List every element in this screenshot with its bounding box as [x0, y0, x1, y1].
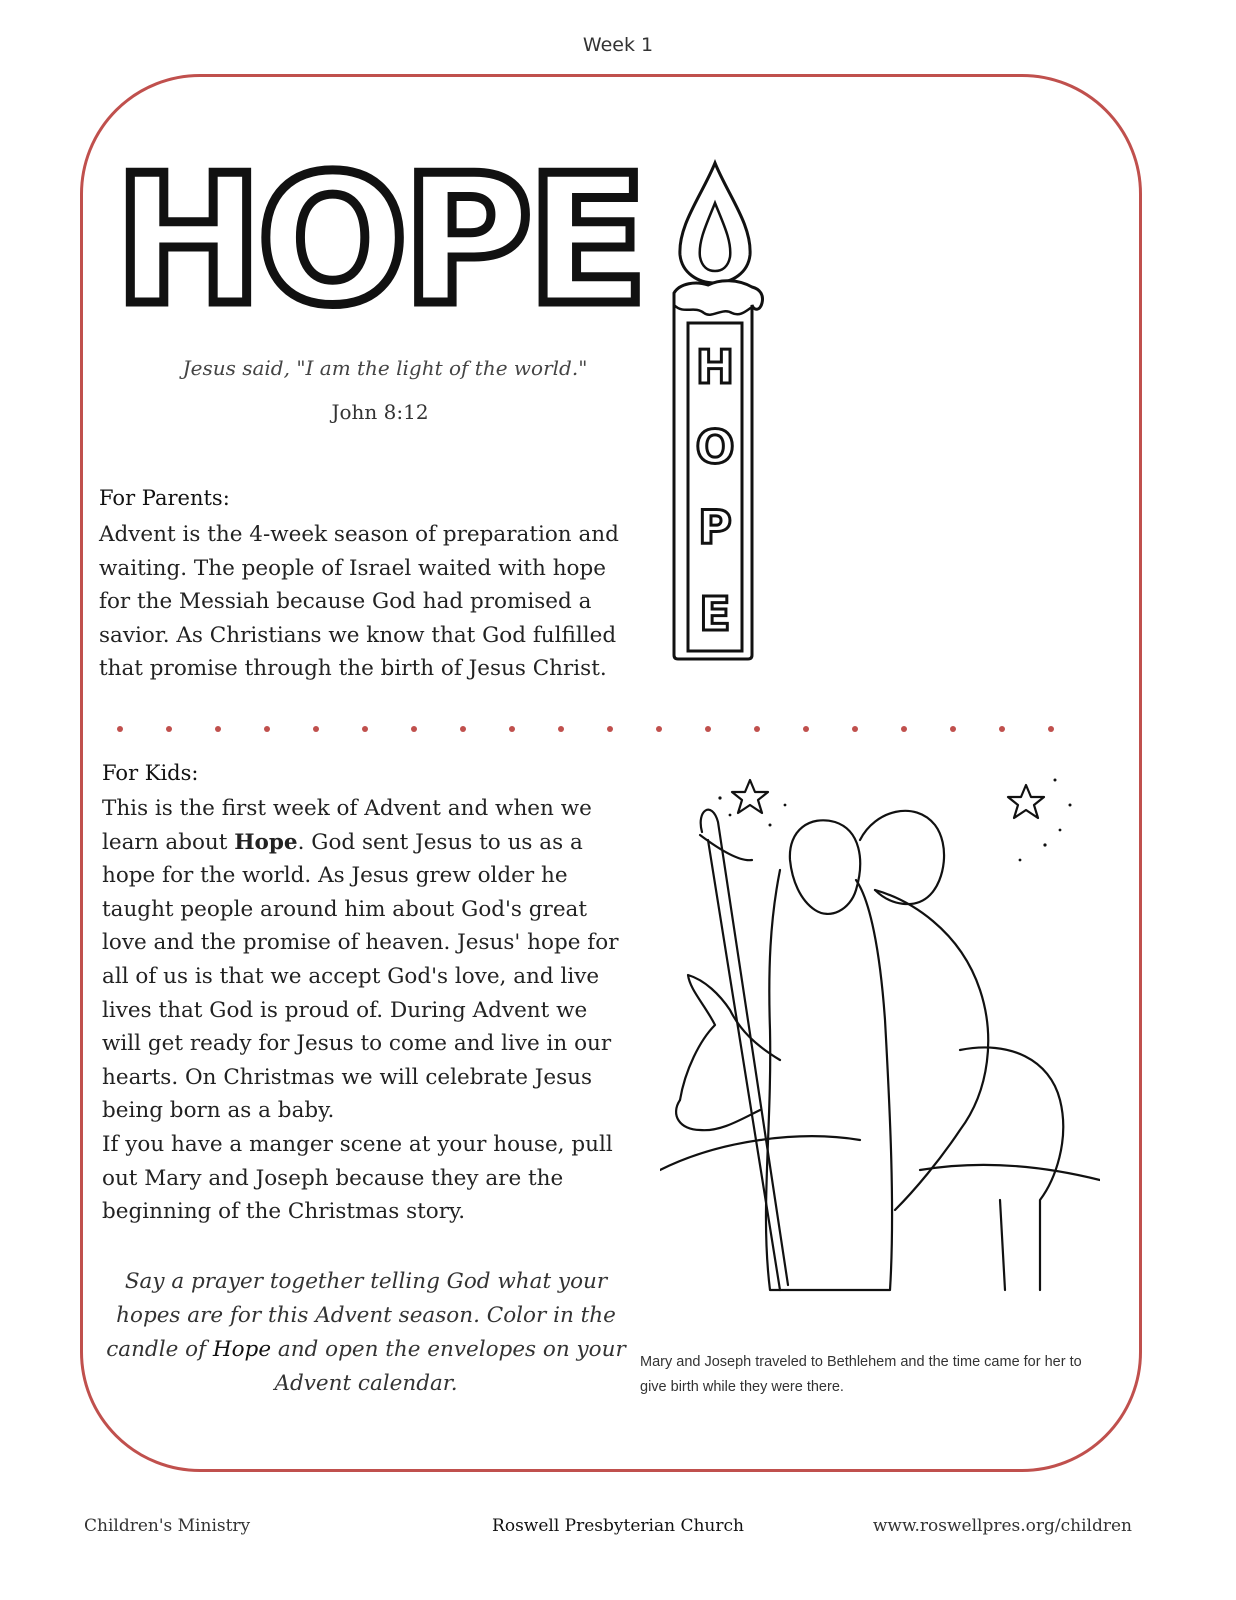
joseph-head [790, 820, 860, 914]
divider-dot [509, 726, 515, 732]
scripture-reference: John 8:12 [331, 400, 429, 424]
kids-body [102, 792, 632, 1229]
joseph-robe [766, 870, 892, 1290]
footer-url[interactable]: www.roswellpres.org/children [872, 1516, 1132, 1536]
prayer-text: Say a prayer together telling God what your hopes are for this Advent season. Color in the candle of [106, 1269, 616, 1362]
kids-hope-emphasis: Hope [234, 829, 298, 855]
prayer-text-end: and open the envelopes on your Advent calendar. [271, 1337, 626, 1396]
parents-body: Advent is the 4-week season of preparation and waiting. The people of Israel waited with hope for the Messiah because God had promised a savior. As Christians we know that God fulfilled that promise through the birth of Jesus Christ. [99, 522, 619, 682]
hill-line-right [920, 1165, 1100, 1180]
divider-dot [705, 726, 711, 732]
kids-paragraph-2: If you have a manger scene at your house, pull out Mary and Joseph because they are the beginning of the Christmas story. [102, 1131, 613, 1225]
mary-joseph-donkey-illustration [660, 770, 1100, 1315]
divider-dot [901, 726, 907, 732]
mary-head [860, 811, 944, 904]
candle-letter-o: O [695, 420, 735, 474]
divider-dot [117, 726, 123, 732]
scripture-quote: Jesus said, "I am the light of the world." [182, 356, 588, 380]
divider-dot [852, 726, 858, 732]
parents-heading: For Parents: [99, 486, 230, 510]
divider-dot [607, 726, 613, 732]
divider-dot [264, 726, 270, 732]
divider-dot [411, 726, 417, 732]
candle-letter-h: H [695, 340, 735, 394]
footer-church: Roswell Presbyterian Church [492, 1516, 744, 1536]
kids-p1-text: This is the first week of Advent and when we learn about [102, 796, 592, 855]
divider-dot [1048, 726, 1054, 732]
candle-icon [660, 155, 770, 670]
ground-line [700, 835, 752, 860]
divider-dot [754, 726, 760, 732]
week-label: Week 1 [582, 34, 654, 56]
footer-ministry: Children's Ministry [84, 1516, 251, 1536]
kids-p1-text-end: . God sent Jesus to us as a hope for the world. As Jesus grew older he taught people around him about God's great love and the promise of heaven. Jesus' hope for all of us is that we accept God's love, and live lives that God is proud of. During Advent we will get ready for Jesus to come and live in our hearts. On Christmas we will celebrate Jesus being born as a baby. [102, 829, 619, 1124]
illustration-caption: Mary and Joseph traveled to Bethlehem and the time came for her to give birth while they were there. [640, 1354, 1082, 1395]
divider-dot [166, 726, 172, 732]
star-right-icon [1008, 785, 1044, 818]
divider-dot [215, 726, 221, 732]
divider-dot [362, 726, 368, 732]
hope-title-outline [110, 142, 650, 332]
divider-dot [313, 726, 319, 732]
kids-paragraph-1 [102, 792, 632, 1128]
divider-dot [558, 726, 564, 732]
star-left-icon [732, 780, 768, 813]
divider-dot [803, 726, 809, 732]
donkey-muzzle [676, 1100, 760, 1130]
dotted-divider [112, 722, 1062, 736]
divider-dot [656, 726, 662, 732]
prayer-hope-emphasis: Hope [212, 1337, 272, 1362]
divider-dot [999, 726, 1005, 732]
prayer-instruction [100, 1265, 632, 1401]
kids-heading: For Kids: [102, 761, 199, 785]
divider-dot [950, 726, 956, 732]
donkey-head [680, 975, 780, 1100]
hope-title-text: HOPE [114, 142, 643, 332]
candle-letter-p: P [698, 500, 732, 554]
candle-letter-e: E [699, 587, 731, 641]
divider-dot [460, 726, 466, 732]
